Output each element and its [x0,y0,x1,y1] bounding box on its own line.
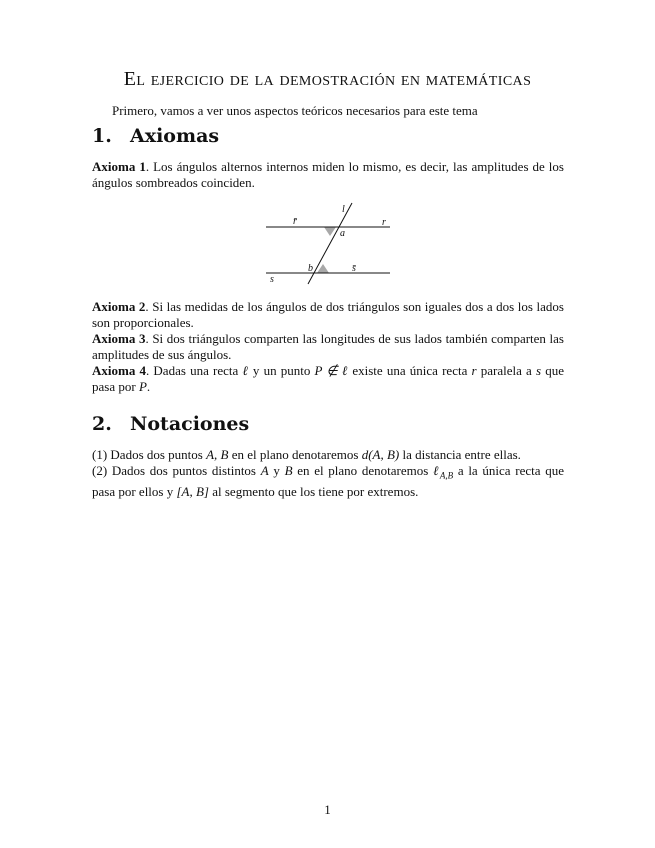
notation-text: la distancia entre ellas. [399,447,521,462]
document-title: El ejercicio de la demostración en matemáticas [123,68,532,90]
math-point-not-in-ell: P ∉ ℓ [314,363,349,378]
math-ell-ab: ℓ [433,463,440,478]
alternate-angles-figure [262,200,394,286]
notation-text: en el plano denotaremos [292,463,434,478]
axiom-2 [92,299,564,331]
label-s-bar: s̄ [352,263,356,274]
axiom-text: que pasa por [92,363,564,394]
section-number: 2. [92,413,112,435]
notation-text: (1) Dados dos puntos [92,447,207,462]
axiom-text: . Los ángulos alternos internos miden lo mismo, es decir, las amplitudes de los ángulos sombreados coinciden. [92,159,564,190]
math-r: r [471,363,477,378]
math-a: A [260,463,269,478]
math-distance: d(A, B) [361,447,400,462]
axiom-label: Axioma 3 [92,331,146,346]
label-s: s [270,274,274,285]
section-heading-notaciones [92,413,249,435]
axiom-text: . Dadas una recta [146,363,243,378]
axiom-4 [92,363,564,395]
section-title: Axiomas [130,125,220,147]
section-number: 1. [92,125,112,147]
axiom-label: Axioma 4 [92,363,146,378]
math-ab: A, B [206,447,229,462]
section-heading-axiomas [92,125,219,147]
math-s: s [535,363,542,378]
shaded-angle-b [317,264,329,273]
label-l: l [342,204,345,215]
notation-1 [92,447,564,463]
label-b: b [308,263,313,274]
page-number: 1 [324,802,331,817]
math-segment-ab: [A, B] [176,483,209,499]
document-subtitle: Primero, vamos a ver unos aspectos teóricos necesarios para este tema [112,103,478,118]
notation-text: a la única recta que pasa por ellos y [92,463,564,499]
transversal-line-l [308,203,352,284]
axiom-text: . Si las medidas de los ángulos de dos triángulos son iguales dos a dos los lados son proporcionales. [92,299,564,330]
axiom-text: y un punto [248,363,315,378]
axiom-text: . Si dos triángulos comparten las longitudes de sus lados también comparten las amplitudes de sus ángulos. [92,331,564,362]
math-b: B [284,463,293,478]
axiom-text: . [146,379,151,394]
axiom-label: Axioma 2 [92,299,146,314]
math-subscript-ab: A,B [439,470,454,481]
notation-text: (2) Dados dos puntos distintos [92,463,261,478]
math-p: P [138,379,147,394]
section-title: Notaciones [130,413,250,435]
notation-text: en el plano denotaremos [228,447,362,462]
notation-text: y [268,463,285,478]
label-r: r [382,217,386,228]
shaded-angle-a [324,227,336,236]
label-r-bar: r̄ [293,216,297,227]
axiom-text: existe una única recta [348,363,472,378]
figure-svg [262,200,394,286]
axiom-text: paralela a [476,363,536,378]
label-a: a [340,228,345,239]
math-ell: ℓ [242,363,249,378]
notation-2 [92,463,564,500]
axiom-1 [92,159,564,191]
notation-text: al segmento que los tiene por extremos. [208,483,419,499]
axiom-3 [92,331,564,363]
axiom-label: Axioma 1 [92,159,146,174]
